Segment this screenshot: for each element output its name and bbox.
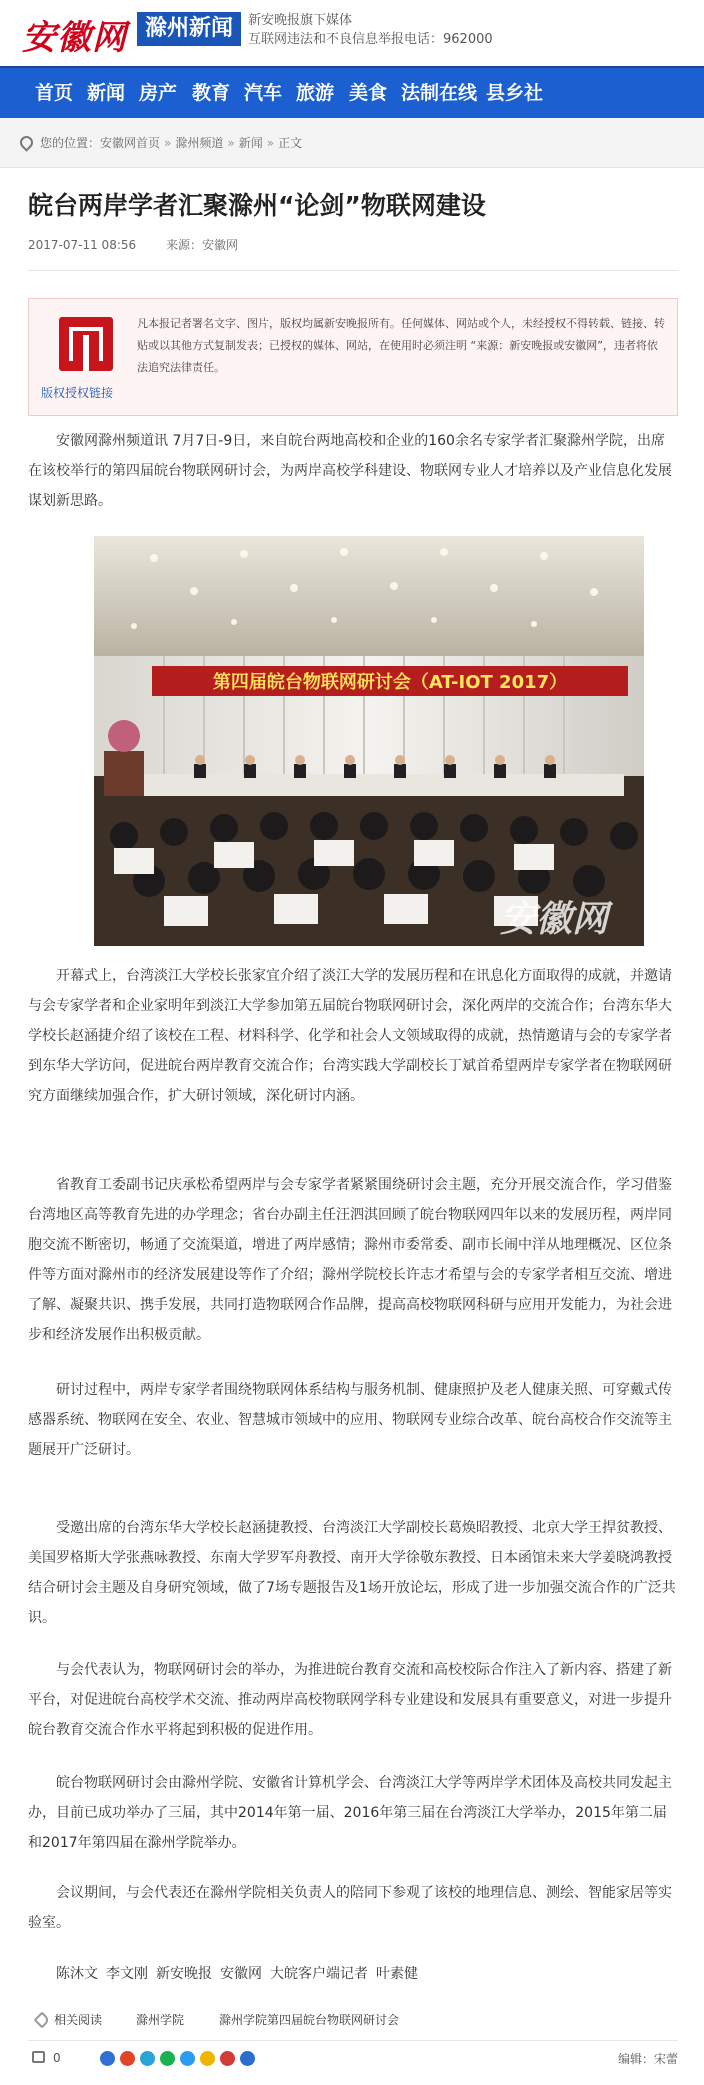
nav-item-food[interactable]: 美食 — [349, 82, 388, 104]
share-star-icon[interactable] — [200, 2051, 215, 2066]
header-tagline — [248, 11, 493, 49]
site-logo[interactable]: 安徽网 — [22, 18, 127, 58]
article-authors — [56, 1962, 426, 1986]
article-paragraph: 安徽网滁州频道讯 7月7日-9日，来自皖台两地高校和企业的160余名专家学者汇聚滁州学院，出席在该校举行的第四届皖台物联网研讨会，为两岸高校学科建设、物联网专业人才培养以及产业信息化发展谋划新思路。 — [28, 433, 672, 509]
nav-item-news[interactable]: 新闻 — [87, 82, 126, 104]
nav-item-county[interactable]: 县乡社 — [486, 82, 544, 104]
share-qq-icon[interactable] — [140, 2051, 155, 2066]
tagline-line-1: 新安晚报旗下媒体 — [248, 13, 353, 28]
breadcrumb-prefix: 您的位置： — [40, 136, 101, 150]
like-button[interactable] — [32, 2051, 61, 2065]
article-paragraph: 会议期间，与会代表还在滁州学院相关负责人的陪同下参观了该校的地理信息、测绘、智能家居等实验室。 — [28, 1885, 672, 1931]
nav-item-travel[interactable]: 旅游 — [296, 82, 335, 104]
breadcrumb — [40, 133, 302, 153]
article-paragraph: 开幕式上，台湾淡江大学校长张家宜介绍了淡江大学的发展历程和在讯息化方面取得的成就，并邀请与会专家学者和企业家明年到淡江大学参加第五届皖台物联网研讨会，深化两岸的交流合作；台湾东华大学校长赵涵捷介绍了该校在工程、材料科学、化学和社会人文领域取得的成就，热情邀请与会的专家学者到东华大学访问，促进皖台两岸教育交流合作；台湾实践大学副校长丁斌首希望两岸专家学者在物联网研究方面继续加强合作，扩大研讨领域，深化研讨内涵。 — [28, 968, 672, 1104]
conference-photo-illustration — [94, 536, 644, 946]
breadcrumb-separator: » — [227, 136, 235, 150]
nav-item-house[interactable]: 房产 — [139, 82, 178, 104]
author: 新安晚报 — [156, 1966, 212, 1982]
article-paragraph: 皖台物联网研讨会由滁州学院、安徽省计算机学会、台湾淡江大学等两岸学术团体及高校共同发起主办，目前已成功举办了三届，其中2014年第一届、2016年第三届在台湾淡江大学举办，2015年第二届和2017年第四届在滁州学院举办。 — [28, 1775, 672, 1851]
location-pin-icon — [17, 133, 35, 151]
share-renren-icon[interactable] — [220, 2051, 235, 2066]
related-link[interactable]: 滁州学院第四届皖台物联网研讨会 — [219, 2013, 400, 2027]
breadcrumb-bar — [0, 118, 704, 168]
article-meta — [28, 236, 264, 254]
author: 安徽网 — [220, 1966, 262, 1982]
share-weibo-icon[interactable] — [120, 2051, 135, 2066]
related-link[interactable]: 滁州学院 — [136, 2013, 185, 2027]
tagline-line-2: 互联网违法和不良信息举报电话：962000 — [248, 32, 493, 47]
share-qzone-icon[interactable] — [100, 2051, 115, 2066]
site-header — [0, 0, 704, 66]
nav-item-home[interactable]: 首页 — [35, 82, 74, 104]
article-paragraph: 研讨过程中，两岸专家学者围绕物联网体系结构与服务机制、健康照护及老人健康关照、可穿戴式传感器系统、物联网在安全、农业、智慧城市领域中的应用、物联网专业综合改革、皖台高校合作交流等主题展开广泛研讨。 — [28, 1382, 672, 1458]
nav-item-education[interactable]: 教育 — [192, 82, 231, 104]
main-nav — [0, 66, 704, 118]
breadcrumb-channel[interactable]: 滁州频道 — [175, 136, 224, 150]
breadcrumb-separator: » — [266, 136, 275, 150]
breadcrumb-current: 正文 — [278, 136, 303, 150]
share-wechat-icon[interactable] — [160, 2051, 175, 2066]
related-reading — [28, 2006, 678, 2034]
breadcrumb-home[interactable]: 安徽网首页 — [100, 136, 161, 150]
article-editor: 编辑：宋蕾 — [617, 2052, 678, 2066]
channel-badge[interactable]: 滁州新闻 — [137, 12, 241, 46]
breadcrumb-news[interactable]: 新闻 — [238, 136, 263, 150]
article-paragraph: 受邀出席的台湾东华大学校长赵涵捷教授、台湾淡江大学副校长葛焕昭教授、北京大学王捍贫教授、美国罗格斯大学张燕咏教授、东南大学罗军舟教授、南开大学徐敬东教授、日本函馆未来大学姜晓鸿教授结合研讨会主题及自身研究领域，做了7场专题报告及1场开放论坛，形成了进一步加强交流合作的广泛共识。 — [28, 1520, 676, 1626]
tag-icon — [34, 2012, 51, 2029]
author: 李文刚 — [106, 1966, 148, 1982]
nav-item-auto[interactable]: 汽车 — [244, 82, 283, 104]
share-more-icon[interactable] — [240, 2051, 255, 2066]
share-tencent-icon[interactable] — [180, 2051, 195, 2066]
nav-item-law[interactable]: 法制在线 — [401, 82, 478, 104]
author: 大皖客户端记者 — [270, 1966, 368, 1982]
share-bar — [28, 2040, 678, 2074]
photo-watermark: 安徽网 — [499, 898, 609, 940]
photo-banner-text: 第四届皖台物联网研讨会（AT-IOT 2017） — [212, 672, 568, 693]
article-date: 2017-07-11 08:56 — [28, 238, 137, 252]
article-photo — [94, 536, 644, 946]
author: 陈沐文 — [56, 1966, 98, 1982]
related-label: 相关阅读 — [54, 2013, 103, 2027]
copyright-notice — [28, 298, 678, 416]
copyright-icon — [59, 317, 113, 371]
article-source: 来源：安徽网 — [165, 238, 238, 252]
copyright-text: 凡本报记者署名文字、图片，版权均属新安晚报所有。任何媒体、网站或个人，未经授权不得转载、链接、转贴或以其他方式复制发表；已授权的媒体、网站，在使用时必须注明 “来源：新安晚报或安徽网”，违者将依法追究法律责任。 — [137, 317, 665, 374]
copyright-link[interactable]: 版权授权链接 — [41, 386, 114, 400]
divider — [28, 270, 678, 271]
article-title: 皖台两岸学者汇聚滁州“论剑”物联网建设 — [28, 191, 486, 220]
like-count: 0 — [53, 2051, 61, 2065]
author: 叶素健 — [376, 1966, 418, 1982]
thumbs-up-icon — [32, 2051, 45, 2063]
article-paragraph: 省教育工委副书记庆承松希望两岸与会专家学者紧紧围绕研讨会主题，充分开展交流合作，学习借鉴台湾地区高等教育先进的办学理念；省台办副主任汪泗淇回顾了皖台物联网四年以来的发展历程，两岸同胞交流不断密切，畅通了交流渠道，增进了两岸感情；滁州市委常委、副市长闹中洋从地理概况、区位条件等方面对滁州市的经济发展建设等作了介绍；滁州学院校长许志才希望与会的专家学者相互交流、增进了解、凝聚共识、携手发展，共同打造物联网合作品牌，提高高校物联网科研与应用开发能力，为社会进步和经济发展作出积极贡献。 — [28, 1177, 672, 1343]
breadcrumb-separator: » — [164, 136, 172, 150]
article-paragraph: 与会代表认为，物联网研讨会的举办，为推进皖台教育交流和高校校际合作注入了新内容、搭建了新平台，对促进皖台高校学术交流、推动两岸高校物联网学科专业建设和发展具有重要意义，对进一步提升皖台教育交流合作水平将起到积极的促进作用。 — [28, 1662, 672, 1738]
